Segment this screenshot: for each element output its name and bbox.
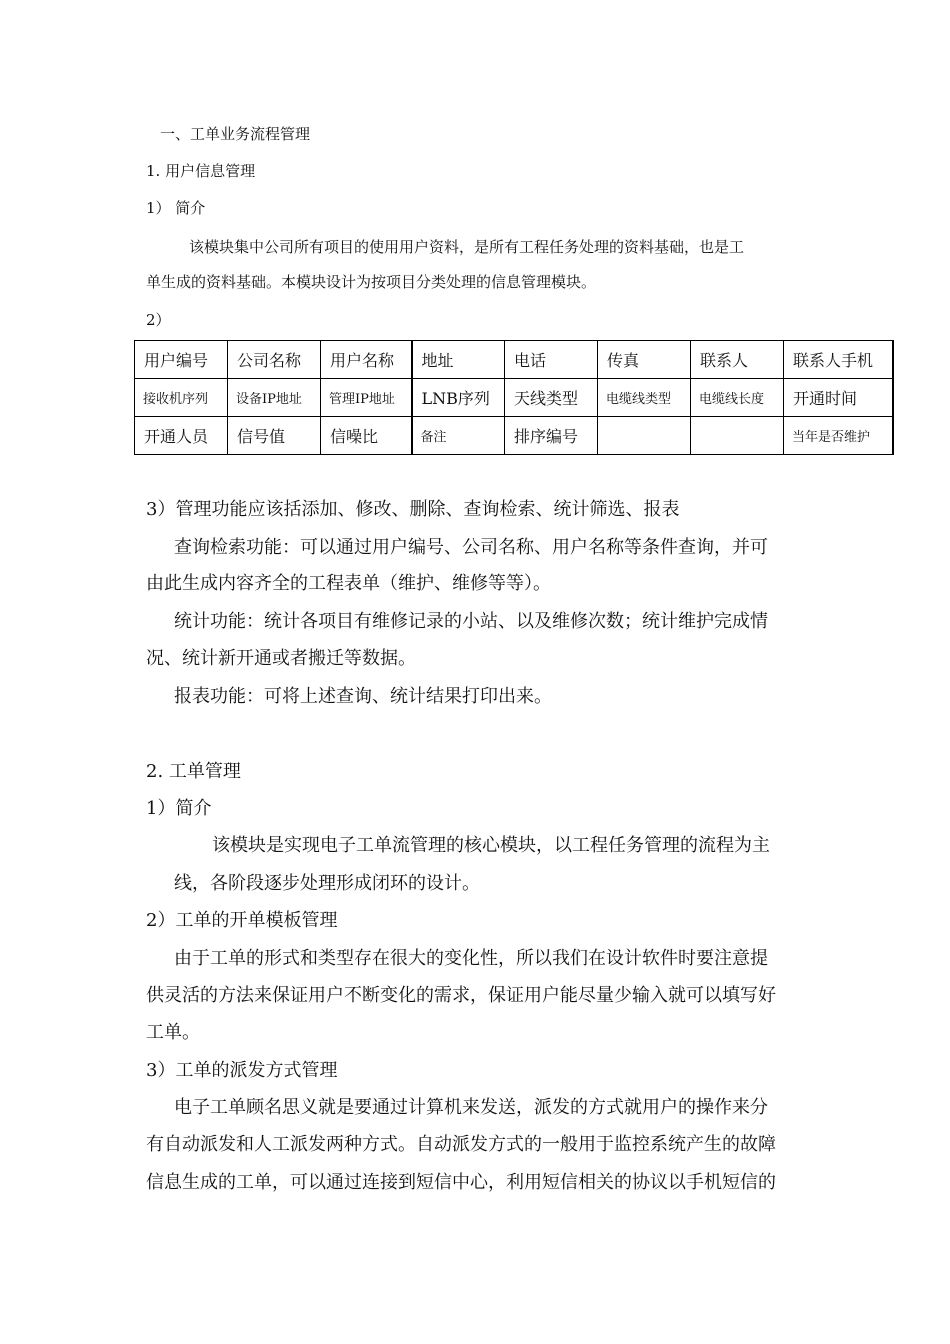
table-cell: 电缆线长度 [691,379,784,417]
table-cell: 开通人员 [135,417,228,455]
template-paragraph-line-1: 由于工单的形式和类型存在很大的变化性，所以我们在设计软件时要注意提 [174,948,768,969]
section-heading: 一、工单业务流程管理 [160,125,311,143]
table-cell: 公司名称 [228,341,321,379]
report-function: 报表功能：可将上述查询、统计结果打印出来。 [174,686,552,707]
table-cell: 信噪比 [321,417,412,455]
query-function-line-2: 由此生成内容齐全的工程表单（维护、维修等等）。 [146,573,551,594]
table-row [135,341,893,379]
table-cell: 开通时间 [784,379,893,417]
s1-title: 1. 用户信息管理 [146,162,256,180]
s1-table-label: 2） [146,311,171,329]
table-cell: 当年是否维护 [784,417,893,455]
user-info-fields-table [134,340,894,455]
table-cell: 设备IP地址 [228,379,321,417]
table-cell: 联系人 [691,341,784,379]
table-cell [598,417,691,455]
table-cell: 信号值 [228,417,321,455]
table-cell [691,417,784,455]
table-cell: 管理IP地址 [321,379,412,417]
query-function-line-1: 查询检索功能：可以通过用户编号、公司名称、用户名称等条件查询，并可 [174,537,768,558]
s2-title: 2. 工单管理 [146,761,241,782]
table-cell: LNB序列 [412,379,505,417]
dispatch-management-label: 3）工单的派发方式管理 [146,1060,338,1081]
template-management-label: 2）工单的开单模板管理 [146,910,338,931]
dispatch-paragraph-line-2: 有自动派发和人工派发两种方式。自动派发方式的一般用于监控系统产生的故障 [146,1134,776,1155]
table-cell: 接收机序列 [135,379,228,417]
stat-function-line-1: 统计功能：统计各项目有维修记录的小站、以及维修次数；统计维护完成情 [174,611,768,632]
dispatch-paragraph-line-1: 电子工单顾名思义就是要通过计算机来发送，派发的方式就用户的操作来分 [174,1097,768,1118]
template-paragraph-line-2: 供灵活的方法来保证用户不断变化的需求，保证用户能尽量少输入就可以填写好 [146,985,776,1006]
table-cell: 用户编号 [135,341,228,379]
table-cell: 备注 [412,417,505,455]
table-cell: 电话 [505,341,598,379]
table-row [135,379,893,417]
table-row [135,417,893,455]
s1-intro-paragraph-line-1: 该模块集中公司所有项目的使用用户资料，是所有工程任务处理的资料基础，也是工 [189,238,745,256]
template-paragraph-line-3: 工单。 [146,1022,200,1043]
s1-intro-paragraph-line-2: 单生成的资料基础。本模块设计为按项目分类处理的信息管理模块。 [146,273,597,291]
s2-intro-label: 1）简介 [146,798,212,819]
table-cell: 地址 [412,341,505,379]
dispatch-paragraph-line-3: 信息生成的工单，可以通过连接到短信中心，利用短信相关的协议以手机短信的 [146,1172,776,1193]
stat-function-line-2: 况、统计新开通或者搬迁等数据。 [146,648,416,669]
s1-intro-label: 1） 简介 [146,199,206,217]
table-cell: 排序编号 [505,417,598,455]
s2-intro-paragraph-line-1: 该模块是实现电子工单流管理的核心模块，以工程任务管理的流程为主 [212,835,770,856]
table-cell: 传真 [598,341,691,379]
table-cell: 天线类型 [505,379,598,417]
table-cell: 联系人手机 [784,341,893,379]
table-cell: 用户名称 [321,341,412,379]
s1-functions-label: 3）管理功能应该括添加、修改、删除、查询检索、统计筛选、报表 [146,499,680,520]
table-cell: 电缆线类型 [598,379,691,417]
s2-intro-paragraph-line-2: 线，各阶段逐步处理形成闭环的设计。 [174,873,480,894]
